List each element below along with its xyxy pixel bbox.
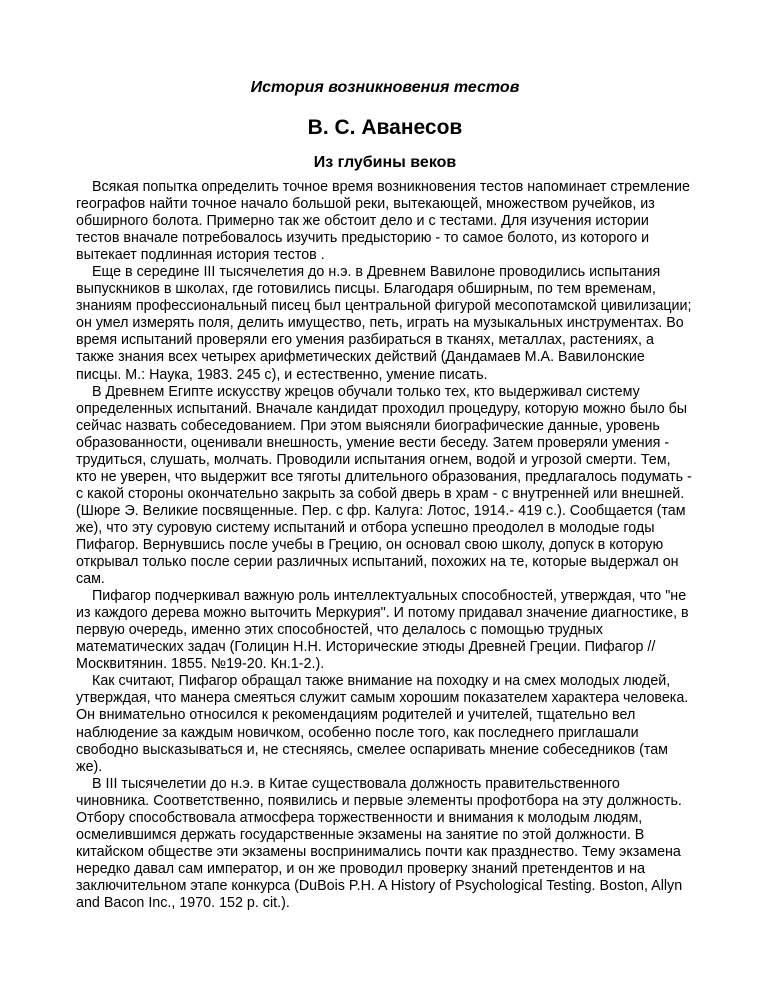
paragraph: В Древнем Египте искусству жрецов обучали только тех, кто выдерживал систему определенных испытаний. Вначале кандидат проходил процедуру, которую можно было бы сейчас назвать собеседованием. При этом выясняли биографические данные, уровень образованности, оценивали внешность, умение вести беседу. Затем проверяли умения - трудиться, слушать, молчать. Проводили испытания огнем, водой и угрозой смерти. Тем, кто не уверен, что выдержит все тяготы длительного образования, предлагалось подумать - с какой стороны окончательно закрыть за собой дверь в храм - с внутренней или внешней. (Шюре Э. Великие посвященные. Пер. с фр. Калуга: Лотос, 1914.- 419 с.). Сообщается (там же), что эту суровую систему испытаний и отбора успешно преодолел в молодые годы Пифагор. Вернувшись после учебы в Грецию, он основал свою школу, допуск в которую открывал только после серии различных испытаний, похожих на те, которые выдержал он сам. — [76, 383, 692, 588]
document-title: История возникновения тестов — [250, 79, 520, 96]
paragraph: Всякая попытка определить точное время возникновения тестов напоминает стремление географов найти точное начало большой реки, вытекающей, множеством ручейков, из обширного болота. Примерно так же обстоит дело и с тестами. Для изучения истории тестов вначале потребовалось изучить предысторию - то самое болото, из которого и вытекает подлинная история тестов . — [76, 179, 690, 264]
paragraph: В III тысячелетии до н.э. в Китае существовала должность правительственного чиновника. Соответственно, появились и первые элементы профотбора на эту должность. Отбору способствовала атмосфера торжественности и внимания к молодым людям, осмелившимся держать государственные экзамены на занятие по этой должности. В китайском обществе эти экзамены воспринимались почти как празднество. Тему экзамена нередко давал сам император, и он же проводил проверку знаний претендентов и на заключительном этапе конкурса (DuBois P.H. A History of Psychological Testing. Boston, Allyn and Bacon Inc., 1970. 152 p. cit.). — [76, 775, 683, 911]
paragraph: Как считают, Пифагор обращал также внимание на походку и на смех молодых людей, утверждая, что манера смеяться служит самым хорошим показателем характера человека. Он внимательно относился к рекомендациям родителей и учителей, тщательно вел наблюдение за каждым новичком, особенно после того, как последнего приглашали свободно высказываться и, не стесняясь, смелее оспаривать мнение собеседников (там же). — [76, 673, 689, 775]
paragraph: Пифагор подчеркивал важную роль интеллектуальных способностей, утверждая, что "не из каждого дерева можно выточить Меркурия". И потому придавал значение диагностике, в первую очередь, именно этих способностей, что делалось с помощью трудных математических задач (Голицин Н.Н. Исторические этюды Древней Греции. Пифагор // Москвитянин. 1855. №19-20. Кн.1-2.). — [76, 588, 689, 673]
section-heading: Из глубины веков — [313, 154, 457, 171]
document-author: В. С. Аванесов — [307, 116, 463, 139]
document-page — [76, 78, 694, 912]
paragraph: Еще в середине III тысячелетия до н.э. в Древнем Вавилоне проводились испытания выпускников в школах, где готовились писцы. Благодаря обширным, по тем временам, знаниям профессиональный писец был центральной фигурой месопотамской цивилизации; он умел измерять поля, делить имущество, петь, играть на музыкальных инструментах. Во время испытаний проверяли его умения разбираться в тканях, металлах, растениях, а также знания всех четырех арифметических действий (Дандамаев М.А. Вавилонские писцы. М.: Наука, 1983. 245 с), и естественно, умение писать. — [76, 264, 692, 383]
document-body — [76, 179, 694, 912]
